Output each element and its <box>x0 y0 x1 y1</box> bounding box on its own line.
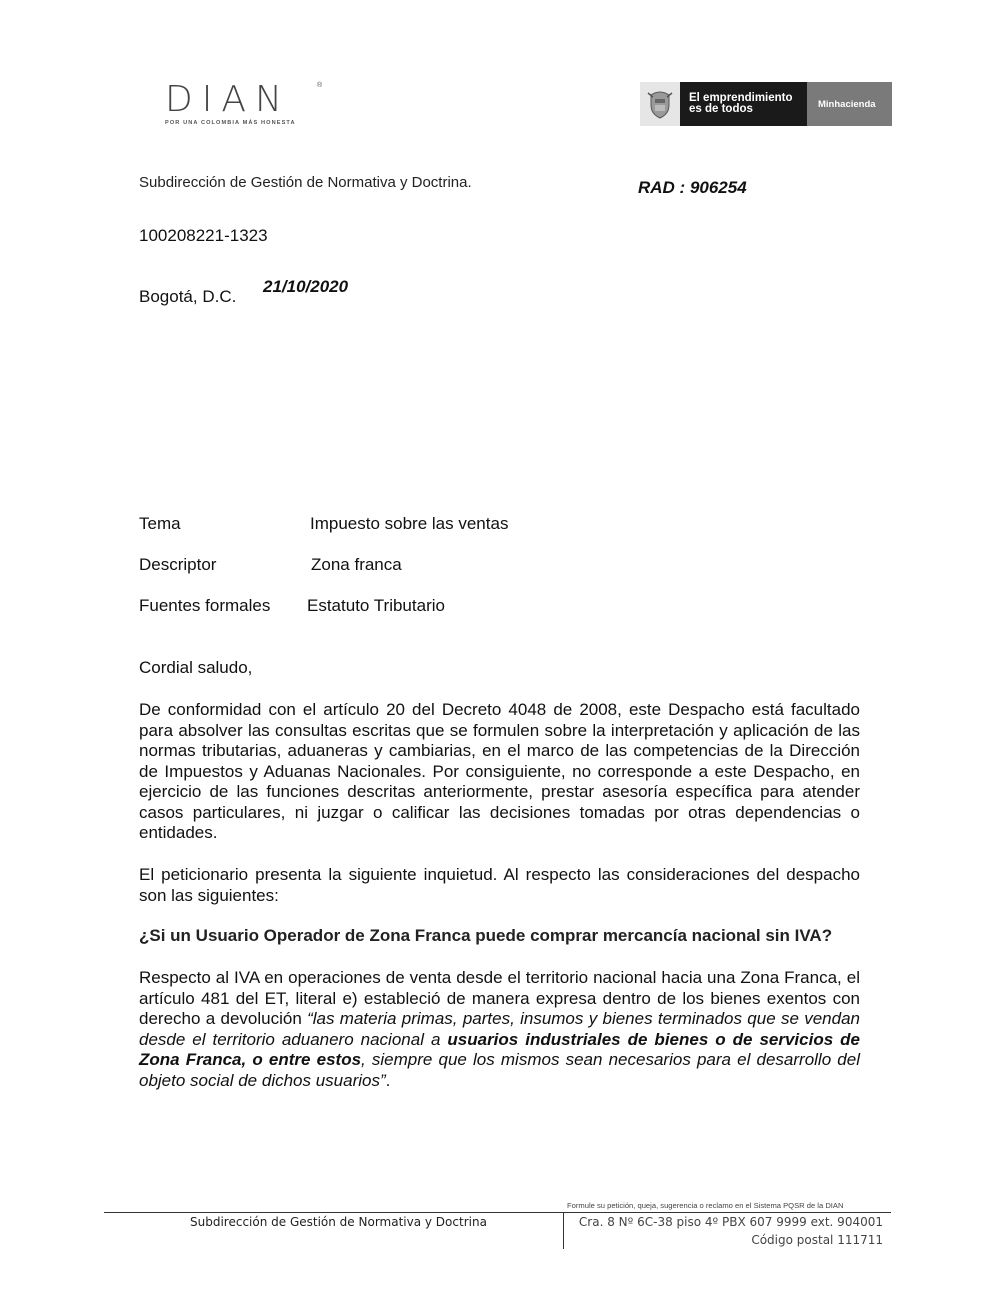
dian-logo <box>165 79 325 128</box>
paragraph-iva-end: . <box>385 1070 391 1090</box>
field-label-descriptor: Descriptor <box>139 555 217 574</box>
city: Bogotá, D.C. <box>139 287 237 306</box>
footer-office: Subdirección de Gestión de Normativa y Doctrina <box>190 1215 487 1229</box>
paragraph-iva-quote: “las materia primas, partes, insumos y bienes terminados que se vendan desde el territorio aduanero nacional a <box>139 1009 860 1049</box>
footer-divider <box>104 1212 891 1213</box>
ministry-name: Minhacienda <box>807 82 892 126</box>
field-value-descriptor: Zona franca <box>311 555 402 574</box>
field-value-tema: Impuesto sobre las ventas <box>310 514 509 533</box>
gov-slogan <box>680 82 807 126</box>
field-label-fuentes: Fuentes formales <box>139 596 271 615</box>
gov-slogan-line1: El emprendimiento <box>689 92 793 104</box>
office-name: Subdirección de Gestión de Normativa y Doctrina. <box>139 174 472 191</box>
dian-tagline: POR UNA COLOMBIA MÁS HONESTA <box>165 120 296 126</box>
footer-postal-code: Código postal 111711 <box>751 1233 883 1247</box>
pqsr-note: Formule su petición, queja, sugerencia o reclamo en el Sistema PQSR de la DIAN <box>567 1201 844 1210</box>
registered-mark: ® <box>317 82 323 89</box>
reference-number: 100208221-1323 <box>139 226 268 245</box>
letter-date: 21/10/2020 <box>263 277 349 296</box>
paragraph-iva-quote-end: , siempre que los mismos sean necesarios para el desarrollo del objeto social de dichos usuarios” <box>139 1050 860 1090</box>
field-label-tema: Tema <box>139 514 181 533</box>
paragraph-competence: De conformidad con el artículo 20 del Decreto 4048 de 2008, este Despacho está facultado para absolver las consultas escritas que se formulen sobre la interpretación y aplicación de las normas tributarias, aduaneras y cambiarias, en el marco de las competencias de la Dirección de Impuestos y Aduanas Nacionales. Por consiguiente, no corresponde a este Despacho, en ejercicio de las funciones descritas anteriormente, prestar asesoría específica para atender casos particulares, ni juzgar o calificar las decisiones tomadas por otras dependencias o entidades. <box>139 700 860 842</box>
coat-of-arms-icon <box>640 82 680 126</box>
question: ¿Si un Usuario Operador de Zona Franca puede comprar mercancía nacional sin IVA? <box>139 926 833 945</box>
dian-logo-text: DIAN <box>165 79 291 120</box>
field-value-fuentes: Estatuto Tributario <box>307 596 445 615</box>
gov-slogan-line2: es de todos <box>689 103 753 115</box>
greeting: Cordial saludo, <box>139 658 253 677</box>
government-logo <box>640 82 892 126</box>
rad-number: RAD : 906254 <box>638 178 747 197</box>
paragraph-inquiry: El peticionario presenta la siguiente inquietud. Al respecto las consideraciones del despacho son las siguientes: <box>139 865 860 905</box>
paragraph-iva <box>139 968 860 1091</box>
footer-vertical-divider <box>563 1212 564 1249</box>
paragraph-iva-plain: Respecto al IVA en operaciones de venta desde el territorio nacional hacia una Zona Franca, el artículo 481 del ET, literal e) estableció de manera expresa dentro de los bienes exentos con derecho a devolución <box>139 968 860 1028</box>
footer-address: Cra. 8 Nº 6C-38 piso 4º PBX 607 9999 ext. 904001 <box>578 1215 883 1229</box>
paragraph-iva-emphasis: usuarios industriales de bienes o de servicios de Zona Franca, o entre estos <box>139 1029 860 1069</box>
